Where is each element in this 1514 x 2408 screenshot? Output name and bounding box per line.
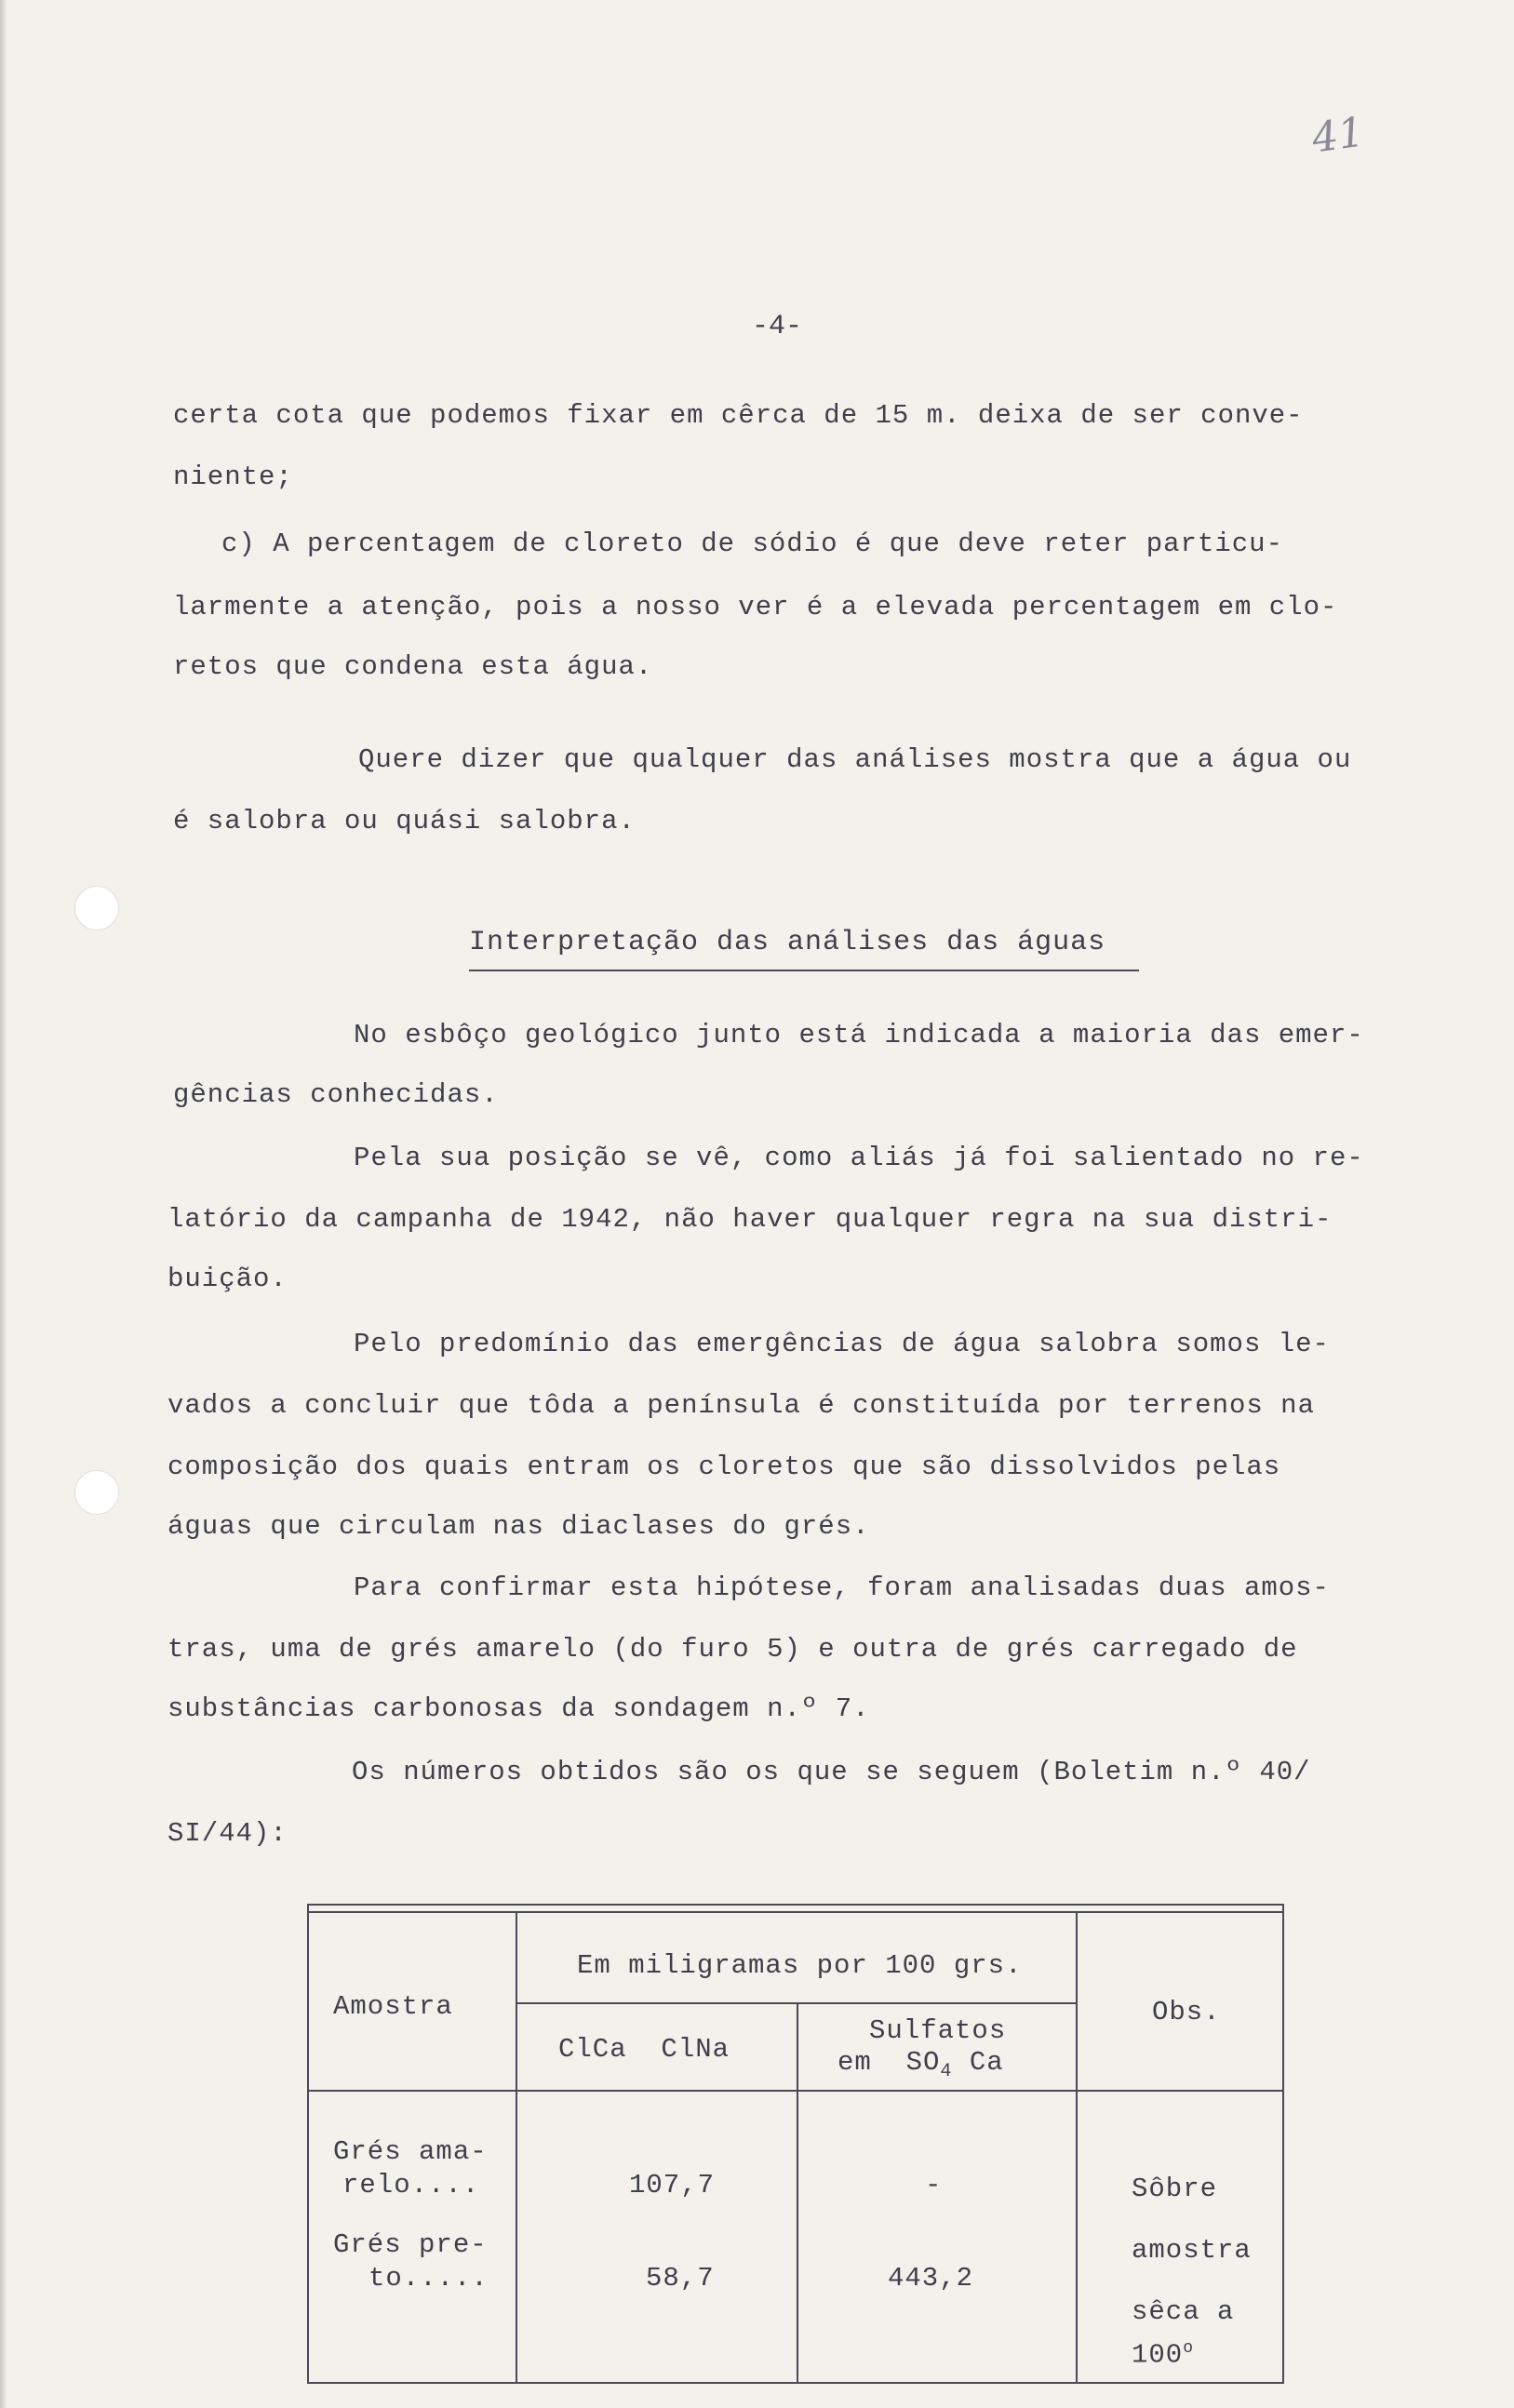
body-line: No esbôço geológico junto está indicada a maioria das emer- [354,1020,1364,1050]
heading-underline [469,970,1139,971]
body-line: niente; [173,462,293,492]
table-header-amostra: Amostra [333,1991,453,2022]
table-header-group: Em miligramas por 100 grs. [577,1950,1023,1981]
body-line: c) A percentagem de cloreto de sódio é que deve reter particu- [221,528,1283,559]
handwritten-folio-number: 41 [1308,108,1368,163]
table-row-sample: relo.... [342,2170,480,2201]
table-col-divider [516,1911,517,2384]
table-row-sulfates: - [925,2170,943,2201]
body-line: latório da campanha de 1942, não haver qualquer regra na sua distri- [167,1204,1333,1235]
body-line: composição dos quais entram os cloretos que são dissolvidos pelas [167,1451,1281,1482]
table-row-sample: to..... [368,2263,489,2294]
body-line: retos que condena esta água. [173,651,653,682]
body-line: substâncias carbonosas da sondagem n.º 7. [167,1693,870,1724]
table-bottom-rule [307,2382,1284,2384]
table-row-chlorides: 107,7 [629,2170,716,2201]
analysis-table [307,1904,1284,2386]
body-line: águas que circulam nas diaclases do grés. [167,1511,870,1542]
body-line: é salobra ou quási salobra. [173,806,636,836]
table-col-divider [797,2004,798,2384]
body-line: larmente a atenção, pois a nosso ver é a elevada percentagem em clo- [173,592,1338,622]
table-top-rule-2 [307,1911,1284,1913]
punch-hole-bottom [74,1470,119,1515]
table-header-sulfates: Sulfatos [869,2015,1007,2046]
table-left-border [307,1904,309,2384]
body-line: SI/44): [167,1818,288,1849]
table-row-sample: Grés pre- [333,2229,488,2260]
table-header-chlorides: ClCa ClNa [558,2034,730,2065]
table-right-border [1282,1904,1284,2384]
body-line: Os números obtidos são os que se seguem (Boletim n.º 40/ [352,1757,1311,1787]
punch-hole-top [74,886,119,930]
table-obs-text: Sôbre [1132,2174,1218,2204]
body-line: Pelo predomínio das emergências de água salobra somos le- [354,1329,1330,1359]
section-heading: Interpretação das análises das águas [469,927,1106,958]
body-line: certa cota que podemos fixar em cêrca de 15 m. deixa de ser conve- [173,400,1304,431]
body-line: vados a concluir que tôda a península é constituída por terrenos na [167,1390,1315,1421]
table-row-sample: Grés ama- [333,2136,488,2167]
body-line: Para confirmar esta hipótese, foram analisadas duas amos- [354,1572,1330,1603]
table-header-sulfates-formula: em $SO_4$ Ca [837,2047,1004,2082]
page-number: -4- [752,311,803,342]
body-line: tras, uma de grés amarelo (do furo 5) e outra de grés carregado de [167,1634,1298,1665]
table-header-rule [307,2090,1284,2092]
table-row-sulfates: 443,2 [888,2263,974,2294]
table-col-divider [1076,1911,1078,2384]
table-row-chlorides: 58,7 [646,2263,715,2294]
table-obs-text: sêca a [1132,2296,1235,2327]
body-line: buição. [167,1264,288,1294]
table-top-rule [307,1904,1284,1906]
body-line: Quere dizer que qualquer das análises mostra que a água ou [358,744,1352,775]
page-edge [0,0,7,2408]
body-line: Pela sua posição se vê, como aliás já foi salientado no re- [354,1143,1364,1173]
table-header-obs: Obs. [1152,1997,1221,2027]
table-obs-text: 100$^o$ [1132,2339,1195,2371]
body-line: gências conhecidas. [173,1079,499,1110]
table-obs-text: amostra [1132,2235,1252,2266]
